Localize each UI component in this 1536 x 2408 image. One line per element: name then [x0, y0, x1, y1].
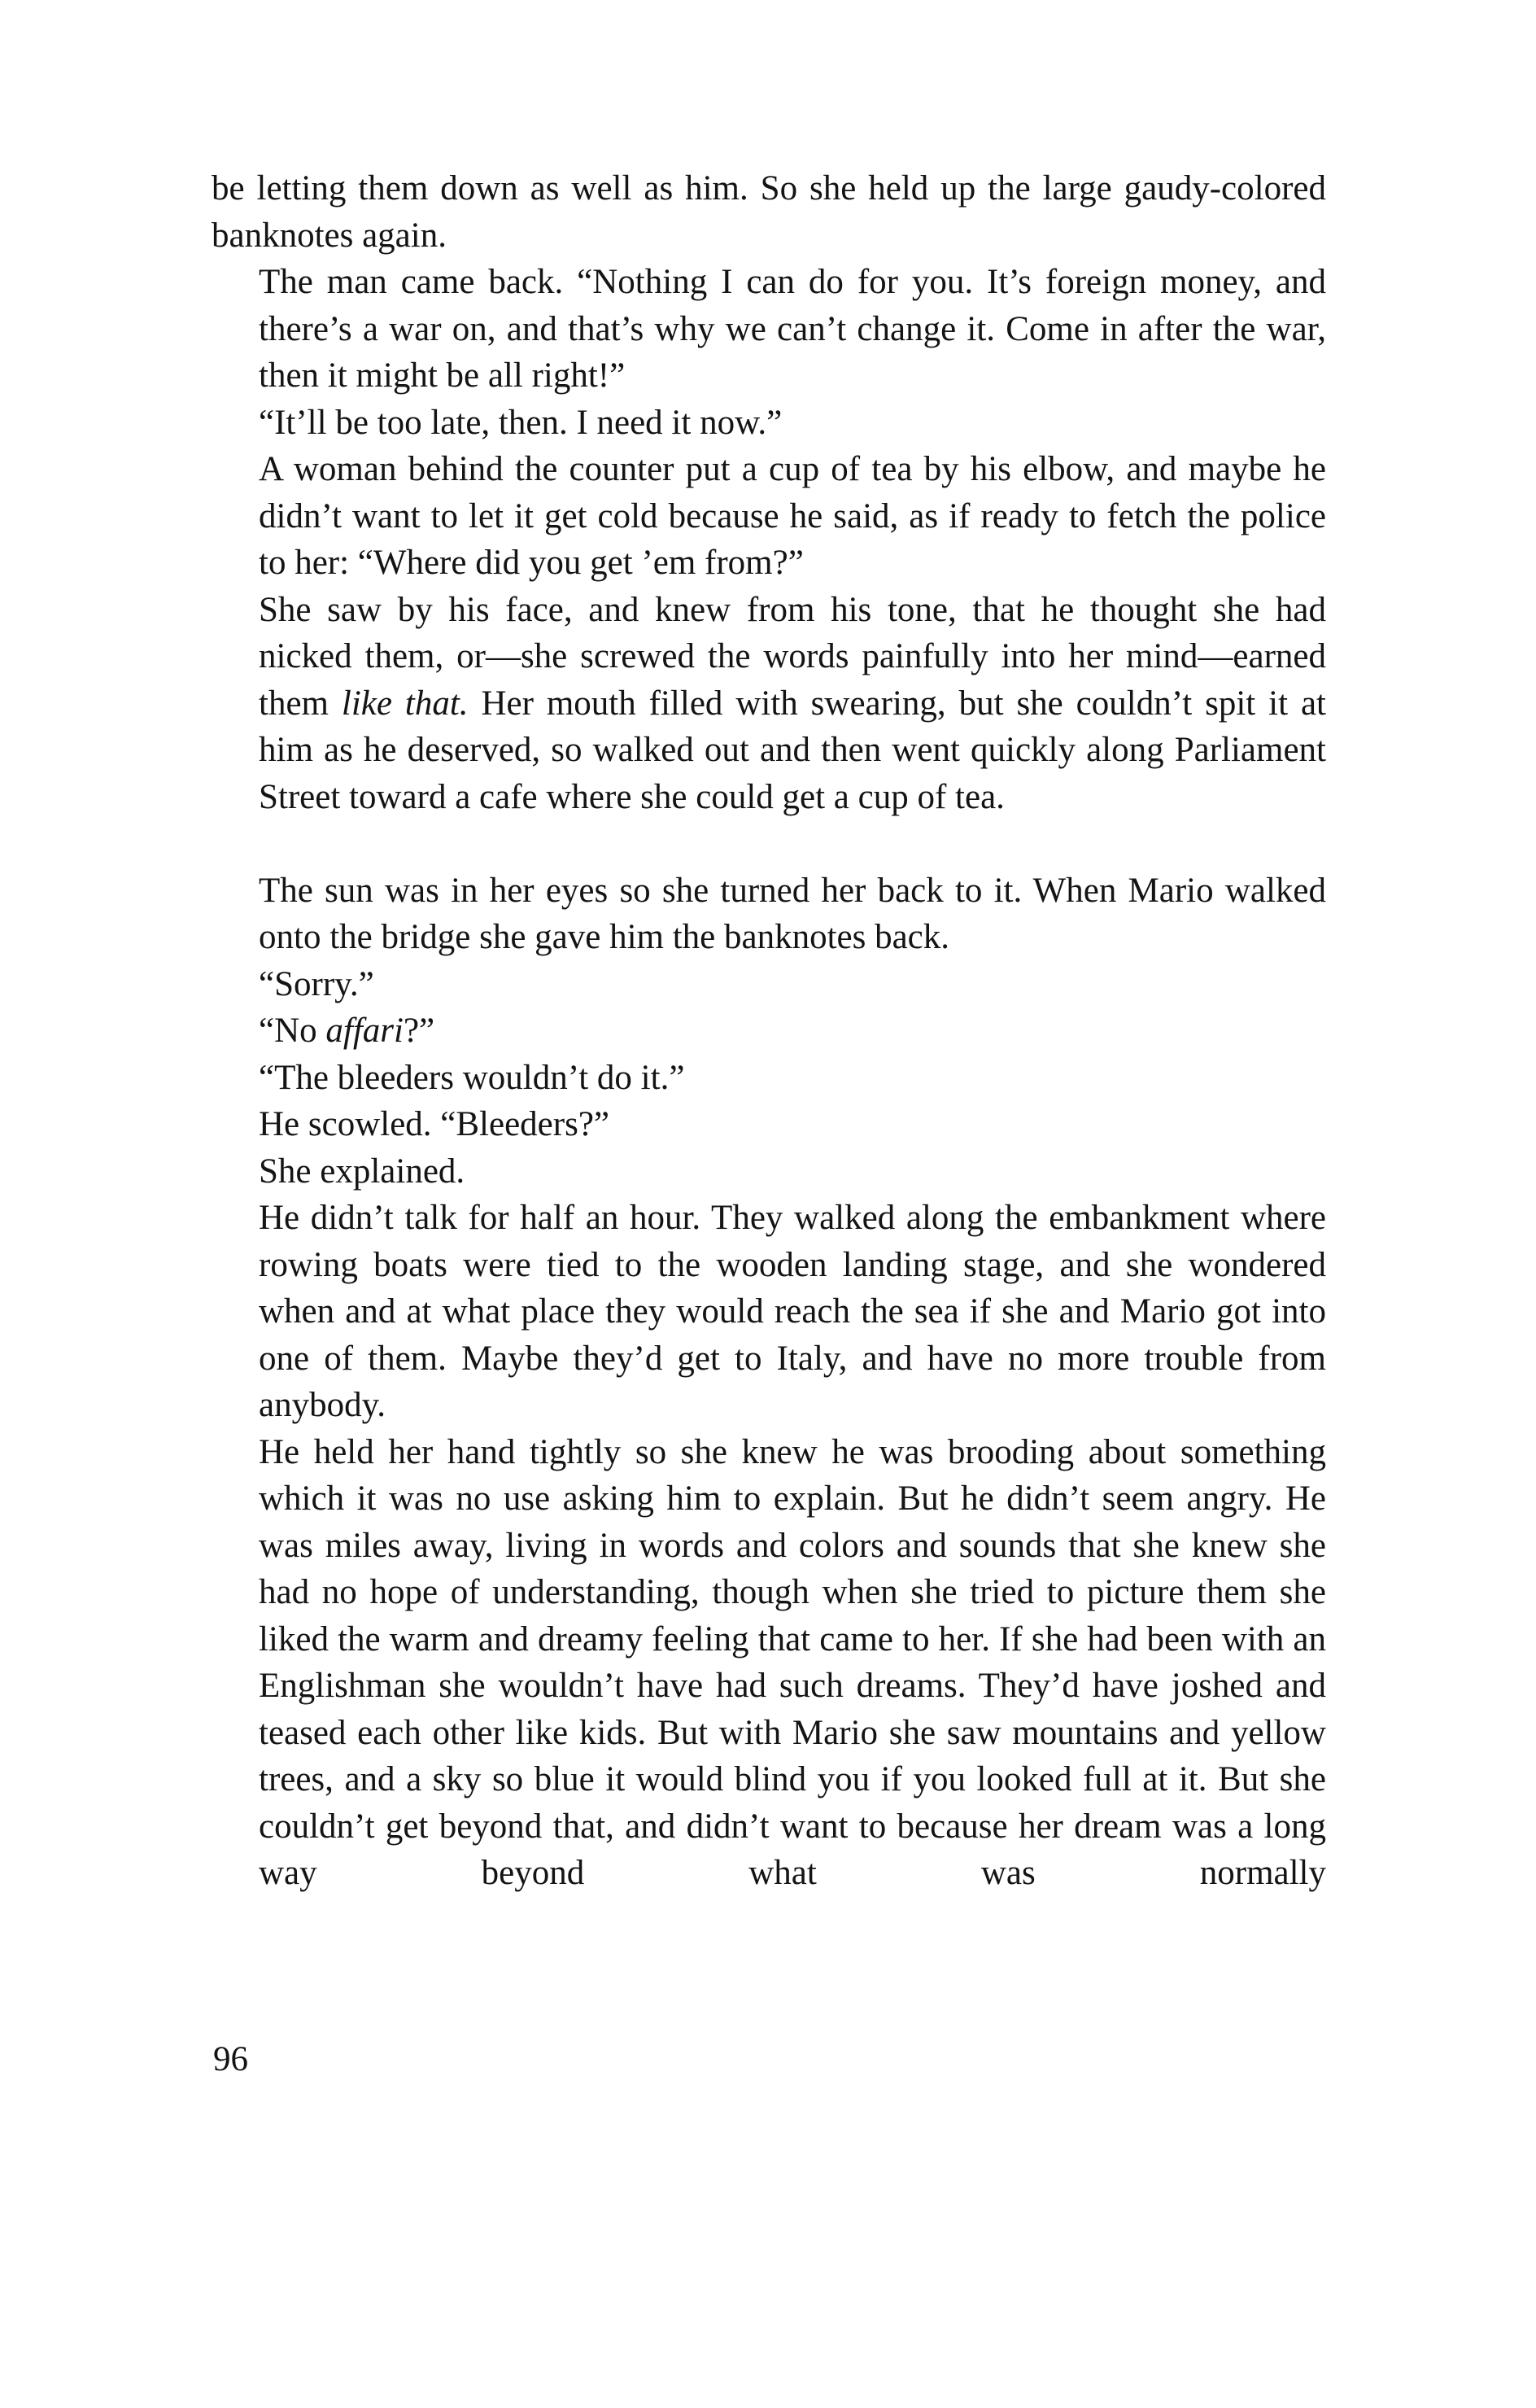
paragraph-12: He didn’t talk for half an hour. They walked along the embankment where rowing boats were tied to the wooden landing stage, and she wondered when and at what place they would reach the sea if she and Mario got into one of them. Maybe they’d get to Italy, and have no more trouble from anybody.	[259, 1199, 1326, 1424]
paragraph-8-start: “No	[259, 1012, 326, 1050]
page-number: 96	[213, 2040, 248, 2078]
paragraph-8-italic: affari	[325, 1012, 404, 1050]
paragraph-5-italic: like that.	[341, 684, 469, 723]
paragraph-1: be letting them down as well as him. So she held up the large gaudy-colored banknotes again.	[212, 169, 1326, 255]
body-text	[212, 165, 1326, 1897]
paragraph-8	[212, 1007, 1326, 1055]
paragraph-5-end: Her mouth filled with swearing, but she couldn’t spit it at him as he deserved, so walked out and then went quickly along Parliament Street toward a cafe where she could get a cup of tea.	[259, 684, 1327, 816]
paragraph-5-start: She saw by his face, and knew from his tone, that he thought she had nicked them, or—she screwed the words painfully into her mind—earned them	[259, 590, 1326, 723]
paragraph-2: The man came back. “Nothing I can do for you. It’s foreign money, and there’s a war on, and that’s why we can’t change it. Come in after the war, then it might be all right!”	[259, 263, 1326, 395]
paragraph-9: “The bleeders wouldn’t do it.”	[259, 1058, 685, 1097]
paragraph-7: “Sorry.”	[259, 964, 374, 1003]
paragraph-10: He scowled. “Bleeders?”	[259, 1105, 609, 1143]
paragraph-3: “It’ll be too late, then. I need it now.”	[259, 403, 783, 442]
paragraph-5	[212, 587, 1326, 821]
paragraph-6: The sun was in her eyes so she turned her back to it. When Mario walked onto the bridge she gave him the banknotes back.	[259, 871, 1326, 956]
paragraph-11: She explained.	[259, 1152, 465, 1191]
paragraph-8-end: ?”	[403, 1012, 435, 1050]
paragraph-13: He held her hand tightly so she knew he was brooding about something which it was no use asking him to explain. But he didn’t seem angry. He was miles away, living in words and colors and sounds that she knew she had no hope of understanding, though when she tried to picture them she liked the warm and dreamy feeling that came to her. If she had been with an Englishman she wouldn’t have had such dreams. They’d have joshed and teased each other like kids. But with Mario she saw mountains and yellow trees, and a sky so blue it would blind you if you looked full at it. But she couldn’t get beyond that, and didn’t want to because her dream was a long way beyond what was normally	[259, 1432, 1326, 1892]
paragraph-4: A woman behind the counter put a cup of tea by his elbow, and maybe he didn’t want to let it get cold because he said, as if ready to fetch the police to her: “Where did you get ’em from?”	[259, 450, 1326, 582]
